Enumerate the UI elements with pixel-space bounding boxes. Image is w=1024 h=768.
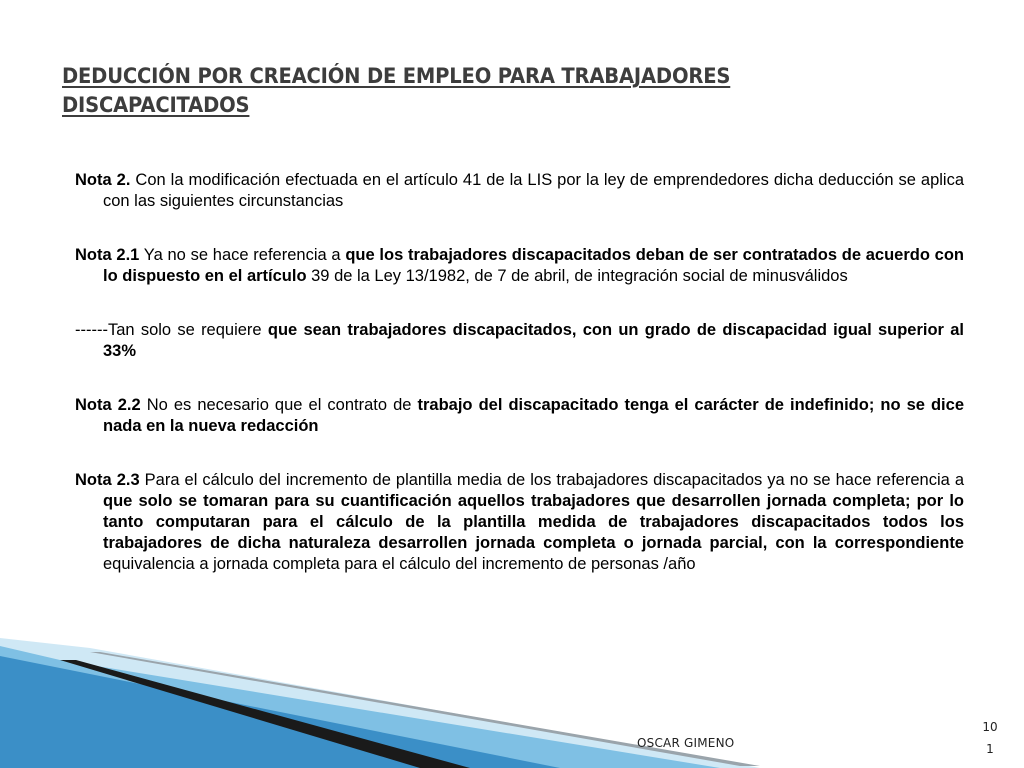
footer-author: OSCAR GIMENO: [637, 736, 735, 750]
text-run: trabajo del discapacitado tenga el carácter de indefinido; no se dice nada en la nueva redacción: [103, 396, 964, 435]
paragraph-3: [75, 320, 964, 362]
page-number: [975, 716, 1005, 760]
paragraph-2: [75, 245, 964, 287]
page-number-line2: 1: [986, 742, 994, 756]
text-run: Nota 2.1: [75, 246, 140, 264]
paragraph-4: [75, 395, 964, 437]
text-run: Para el cálculo del incremento de plantilla media de los trabajadores discapacitados ya no se hace referencia a: [139, 471, 964, 489]
text-run: Con la modificación efectuada en el artículo 41 de la LIS por la ley de emprendedores dicha deducción se aplica con las siguientes circunstancias: [103, 171, 965, 210]
text-run: No es necesario que el contrato de: [140, 396, 418, 414]
text-run: Nota 2.3: [75, 471, 140, 489]
text-run: ------Tan solo se requiere: [75, 321, 268, 339]
slide-title: DEDUCCIÓN POR CREACIÓN DE EMPLEO PARA TRABAJADORES DISCAPACITADOS: [62, 64, 731, 117]
text-run: que los trabajadores discapacitados deban de ser contratados de acuerdo con lo dispuesto en el artículo: [103, 246, 965, 285]
page-number-line1: 10: [982, 720, 998, 734]
paragraph-5: [75, 470, 964, 575]
text-run: Nota 2.2: [75, 396, 141, 414]
text-run: Nota 2.: [75, 171, 131, 189]
text-run: que solo se tomaran para su cuantificación aquellos trabajadores que desarrollen jornada completa; por lo tanto computaran para el cálculo de la plantilla medida de trabajadores discapacitados todos los trabajadores de dicha naturaleza desarrollen jornada completa o jornada parcial, con la correspondiente: [103, 492, 964, 552]
slide-body: [75, 170, 964, 575]
paragraph-1: [75, 170, 964, 212]
text-run: equivalencia a jornada completa para el cálculo del incremento de personas /año: [103, 555, 696, 573]
text-run: Ya no se hace referencia a: [139, 246, 346, 264]
text-run: 39 de la Ley 13/1982, de 7 de abril, de integración social de minusválidos: [306, 267, 848, 285]
text-run: que sean trabajadores discapacitados, con un grado de discapacidad igual superior al 33%: [103, 321, 964, 360]
